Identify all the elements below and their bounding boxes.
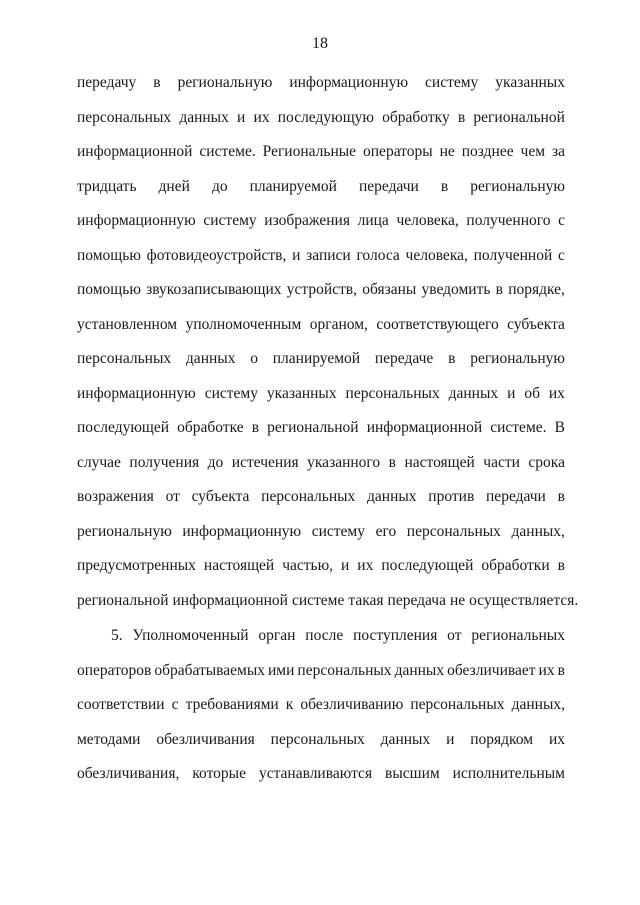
word: орган bbox=[258, 627, 296, 644]
word: систему bbox=[425, 74, 479, 91]
word: передача bbox=[387, 591, 446, 609]
word: до bbox=[207, 453, 224, 471]
word: информационную bbox=[289, 74, 409, 91]
word: уведомить bbox=[421, 281, 491, 298]
word: субъекта bbox=[507, 315, 565, 333]
word: указанных bbox=[266, 384, 337, 402]
word: к bbox=[285, 696, 294, 713]
word: региональных bbox=[471, 627, 565, 644]
word: помощью bbox=[77, 246, 141, 264]
word: тридцать bbox=[77, 177, 137, 195]
text-line bbox=[77, 515, 565, 550]
text-line bbox=[77, 688, 565, 723]
word: с bbox=[171, 696, 179, 713]
word: устанавливаются bbox=[258, 765, 373, 782]
word: данных, bbox=[511, 522, 565, 540]
word: против bbox=[428, 488, 475, 505]
word: осуществляется. bbox=[469, 591, 579, 609]
word: систему bbox=[311, 522, 365, 540]
word: записи bbox=[306, 246, 351, 264]
word: изображения bbox=[264, 212, 350, 229]
text-line bbox=[77, 342, 565, 377]
word: фотовидеоустройств, bbox=[146, 246, 287, 264]
text-line bbox=[77, 273, 565, 308]
word: региональную bbox=[77, 522, 172, 540]
word: частью, bbox=[282, 557, 334, 574]
word: получения bbox=[129, 453, 200, 471]
word: настоящей bbox=[203, 557, 275, 574]
word: и bbox=[237, 108, 246, 126]
word: обязаны bbox=[362, 281, 417, 298]
word: их bbox=[548, 384, 565, 402]
text-line bbox=[77, 584, 579, 619]
word: лица bbox=[357, 212, 389, 229]
word: срока bbox=[528, 453, 565, 471]
word: до bbox=[211, 177, 228, 195]
page-number: 18 bbox=[312, 35, 328, 52]
word: передачу bbox=[77, 74, 137, 91]
word: установленном bbox=[77, 315, 178, 333]
word: обезличивания bbox=[156, 730, 255, 748]
text-line bbox=[77, 619, 565, 654]
text-line bbox=[77, 204, 565, 239]
text-line bbox=[77, 239, 565, 274]
word: помощью bbox=[77, 281, 141, 298]
word: региональной bbox=[77, 591, 169, 609]
word: обезличивает bbox=[447, 661, 536, 679]
word: от bbox=[165, 488, 180, 505]
word: истечения bbox=[231, 453, 299, 471]
word: методами bbox=[77, 730, 141, 748]
text-line bbox=[77, 170, 565, 205]
word: обезличивания, bbox=[77, 765, 180, 782]
word: голоса bbox=[356, 246, 400, 264]
word: за bbox=[551, 143, 565, 160]
word: систему bbox=[204, 384, 258, 402]
word: персональных bbox=[270, 730, 365, 748]
word: обработку bbox=[382, 108, 450, 126]
word: части bbox=[483, 453, 520, 471]
word: не bbox=[449, 591, 466, 609]
text-line bbox=[77, 101, 565, 136]
word: в bbox=[495, 281, 503, 298]
word: которые bbox=[192, 765, 246, 782]
word: в bbox=[388, 453, 396, 471]
word: персональных bbox=[77, 108, 172, 126]
word: с bbox=[558, 212, 565, 229]
word: ими bbox=[268, 661, 295, 679]
word: данных, bbox=[511, 696, 565, 713]
text-line bbox=[77, 411, 565, 446]
word: персональных bbox=[406, 522, 501, 540]
word: о bbox=[250, 350, 258, 367]
word: соответствующего bbox=[376, 315, 499, 333]
text-line bbox=[77, 480, 565, 515]
text-line bbox=[77, 549, 565, 584]
word: 5. bbox=[111, 627, 123, 644]
word: и bbox=[292, 246, 301, 264]
word: требованиями bbox=[185, 696, 279, 713]
word: персональных bbox=[345, 384, 440, 402]
word: и bbox=[446, 730, 455, 748]
word: информационной bbox=[366, 419, 483, 436]
word: их bbox=[548, 730, 565, 748]
word: субъекта bbox=[191, 488, 250, 505]
word: персональных bbox=[261, 488, 356, 505]
word: в bbox=[440, 177, 449, 195]
word: информационную bbox=[77, 212, 196, 229]
word: высшим bbox=[385, 765, 440, 782]
word: региональной bbox=[473, 108, 565, 126]
text-line bbox=[77, 308, 565, 343]
document-body bbox=[77, 66, 579, 792]
word: поступления bbox=[353, 627, 438, 644]
word: предусмотренных bbox=[77, 557, 196, 574]
word: порядке, bbox=[508, 281, 565, 298]
word: чем bbox=[520, 143, 546, 160]
word: в bbox=[251, 419, 260, 436]
word: персональных bbox=[410, 696, 505, 713]
word: соответствии bbox=[77, 696, 165, 713]
word: системе. bbox=[490, 419, 547, 436]
word: последующей bbox=[77, 419, 170, 436]
word: в bbox=[457, 108, 466, 126]
word: порядком bbox=[470, 730, 534, 748]
word: данных bbox=[448, 384, 499, 402]
word: в bbox=[557, 488, 565, 505]
word: передаче bbox=[374, 350, 434, 367]
word: указанных bbox=[495, 74, 565, 91]
word: последующей bbox=[381, 557, 474, 574]
word: операторов bbox=[77, 661, 152, 679]
word: персональных bbox=[297, 661, 392, 679]
word: региональной bbox=[267, 419, 359, 436]
word: планируемой bbox=[272, 350, 361, 367]
word: и bbox=[341, 557, 350, 574]
word: данных bbox=[179, 108, 229, 126]
word: операторы bbox=[363, 143, 433, 160]
word: данных bbox=[394, 661, 445, 679]
word: системе bbox=[291, 591, 345, 609]
text-line bbox=[77, 135, 565, 170]
word: человека, bbox=[396, 212, 459, 229]
word: их bbox=[538, 661, 555, 679]
word: полученного bbox=[466, 212, 551, 229]
word: информационной bbox=[77, 143, 193, 160]
word: такая bbox=[348, 591, 384, 609]
word: Региональные bbox=[262, 143, 357, 160]
word: настоящей bbox=[404, 453, 475, 471]
text-line bbox=[77, 377, 565, 412]
word: обработке bbox=[177, 419, 244, 436]
word: после bbox=[305, 627, 344, 644]
text-line bbox=[77, 446, 565, 481]
word: информационную bbox=[77, 384, 196, 402]
word: обрабатываемых bbox=[154, 661, 265, 679]
word: его bbox=[375, 522, 397, 540]
word: возражения bbox=[77, 488, 154, 505]
word: передачи bbox=[486, 488, 546, 505]
word: с bbox=[558, 246, 565, 264]
word: информационной bbox=[172, 591, 288, 609]
word: данных bbox=[185, 350, 236, 367]
word: их bbox=[253, 108, 270, 126]
text-line bbox=[77, 757, 565, 792]
word: и bbox=[507, 384, 516, 402]
word: обработки bbox=[481, 557, 550, 574]
word: персональных bbox=[77, 350, 172, 367]
word: человека, bbox=[405, 246, 468, 264]
word: полученной bbox=[473, 246, 553, 264]
word: устройств, bbox=[286, 281, 357, 298]
word: в bbox=[557, 661, 565, 679]
word: от bbox=[447, 627, 462, 644]
word: региональную bbox=[177, 74, 273, 91]
word: последующую bbox=[277, 108, 374, 126]
text-line bbox=[77, 66, 565, 101]
word: передачи bbox=[358, 177, 419, 195]
word: планируемой bbox=[249, 177, 337, 195]
word: звукозаписывающих bbox=[146, 281, 282, 298]
word: информационную bbox=[182, 522, 302, 540]
word: в bbox=[448, 350, 456, 367]
word: данных bbox=[380, 730, 431, 748]
word: уполномоченным bbox=[185, 315, 302, 333]
word: исполнительным bbox=[452, 765, 565, 782]
word: системе. bbox=[199, 143, 256, 160]
word: органом, bbox=[309, 315, 368, 333]
word: В bbox=[554, 419, 565, 436]
word: случае bbox=[77, 453, 121, 471]
word: систему bbox=[203, 212, 257, 229]
word: в bbox=[153, 74, 161, 91]
word: позднее bbox=[461, 143, 514, 160]
word: дней bbox=[158, 177, 190, 195]
word: обезличиванию bbox=[300, 696, 404, 713]
word: данных bbox=[367, 488, 417, 505]
text-line bbox=[77, 654, 565, 689]
text-line bbox=[77, 723, 565, 758]
word: об bbox=[524, 384, 540, 402]
word: их bbox=[357, 557, 374, 574]
word: в bbox=[557, 557, 565, 574]
word: не bbox=[439, 143, 455, 160]
word: региональную bbox=[470, 350, 565, 367]
word: региональную bbox=[470, 177, 565, 195]
word: Уполномоченный bbox=[132, 627, 249, 644]
word: указанного bbox=[307, 453, 381, 471]
